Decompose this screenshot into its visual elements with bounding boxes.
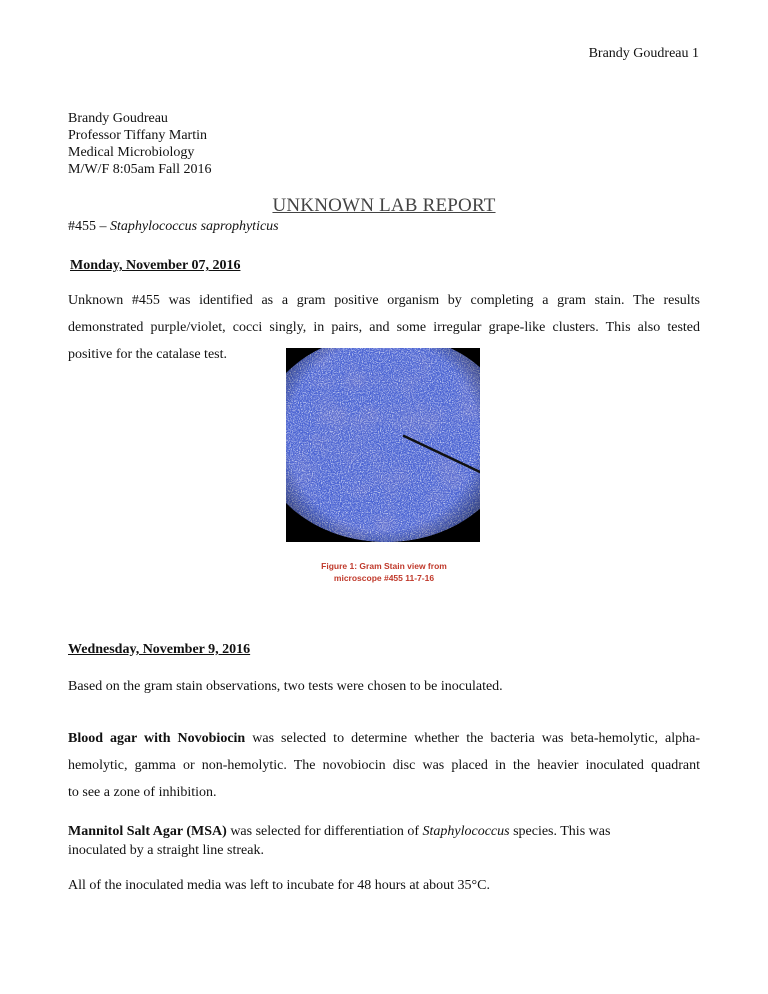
gram-stain-line-3: positive for the catalase test. — [68, 347, 227, 362]
figure-caption — [284, 560, 484, 584]
course-name: Medical Microbiology — [68, 145, 195, 160]
microscope-view-graphic — [286, 348, 480, 542]
caption-line-1: Figure 1: Gram Stain view from — [321, 561, 447, 571]
author-name: Brandy Goudreau — [68, 111, 168, 126]
professor-name: Professor Tiffany Martin — [68, 128, 207, 143]
unknown-number: #455 – — [68, 219, 110, 234]
class-schedule: M/W/F 8:05am Fall 2016 — [68, 162, 212, 177]
msa-term: Mannitol Salt Agar (MSA) — [68, 824, 227, 839]
organism-name: Staphylococcus saprophyticus — [110, 219, 279, 234]
gram-stain-microscope-image — [286, 348, 480, 542]
blood-agar-text: was selected to determine whether the bacteria was beta-hemolytic, alpha- — [245, 731, 700, 746]
gram-stain-line-1: Unknown #455 was identified as a gram positive organism by completing a gram stain. The results — [68, 293, 700, 308]
section-heading-wednesday: Wednesday, November 9, 2016 — [68, 642, 251, 657]
incubation-note: All of the inoculated media was left to incubate for 48 hours at about 35°C. — [68, 878, 490, 893]
gram-stain-line-2: demonstrated purple/violet, cocci singly, in pairs, and some irregular grape-like clusters. This also tested — [68, 320, 700, 335]
msa-line-2: inoculated by a straight line streak. — [68, 843, 264, 858]
running-header: Brandy Goudreau 1 — [588, 46, 699, 61]
header-block — [68, 110, 212, 178]
report-subtitle — [68, 218, 279, 235]
section-heading-monday: Monday, November 07, 2016 — [70, 258, 241, 273]
msa-text-after: species. This was — [509, 824, 611, 839]
report-title: UNKNOWN LAB REPORT — [272, 195, 496, 216]
blood-agar-line-2: hemolytic, gamma or non-hemolytic. The novobiocin disc was placed in the heavier inoculated quadrant — [68, 758, 700, 773]
tests-intro: Based on the gram stain observations, two tests were chosen to be inoculated. — [68, 679, 503, 694]
blood-agar-line-3: to see a zone of inhibition. — [68, 785, 217, 800]
blood-agar-term: Blood agar with Novobiocin — [68, 731, 246, 746]
msa-line-1 — [68, 823, 610, 840]
blood-agar-line-1 — [68, 725, 700, 752]
msa-genus: Staphylococcus — [422, 824, 510, 839]
caption-line-2: microscope #455 11-7-16 — [333, 573, 435, 583]
msa-text-before: was selected for differentiation of — [226, 824, 423, 839]
